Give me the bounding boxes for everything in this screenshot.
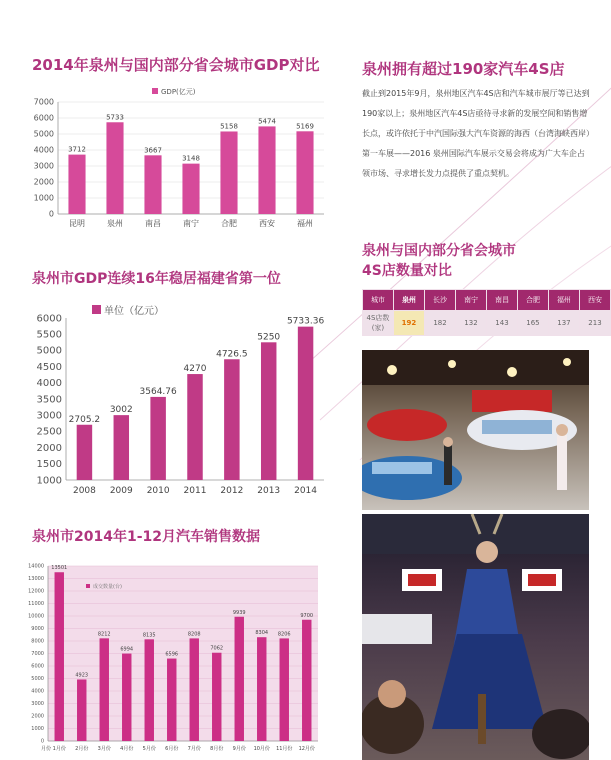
y-tick-label: 8000 [31, 638, 44, 645]
y-tick-label: 6000 [36, 313, 62, 325]
bar [258, 126, 275, 214]
y-tick-label: 6000 [31, 663, 44, 670]
x-tick-label: 4月份 [120, 746, 134, 752]
y-tick-label: 9000 [31, 626, 44, 633]
data-label: 8212 [97, 631, 111, 638]
x-tick-label: 8月份 [210, 746, 224, 752]
y-tick-label: 6000 [33, 113, 54, 123]
x-origin-label: 月份 [40, 746, 52, 752]
row-label-line1: 4S店数 [366, 314, 390, 322]
bar [296, 131, 313, 214]
legend-swatch [86, 584, 90, 588]
y-tick-label: 4000 [31, 688, 44, 695]
y-tick-label: 3000 [36, 410, 62, 422]
bar [257, 637, 266, 741]
bar [261, 342, 276, 480]
data-label: 5733.36 [286, 316, 325, 327]
x-tick-label: 5月份 [142, 746, 156, 752]
bar [77, 425, 92, 480]
x-tick-label: 11月份 [276, 746, 293, 752]
row-label-line2: (家) [371, 324, 385, 332]
x-tick-label: 1月份 [52, 746, 66, 752]
table-header-row [363, 290, 611, 311]
y-tick-label: 12000 [28, 588, 44, 595]
table-row [363, 311, 611, 336]
data-label: 8135 [142, 632, 156, 639]
x-tick-label: 2012 [220, 486, 244, 496]
4s-compare-title-line2: 4S店数量对比 [362, 263, 452, 279]
data-label: 3002 [109, 405, 133, 416]
x-tick-label: 2013 [257, 486, 281, 496]
bar [77, 679, 86, 741]
y-tick-label: 1000 [31, 726, 44, 733]
table-cell: 192 [393, 311, 424, 336]
y-tick-label: 4000 [33, 145, 54, 155]
table-header-cell: 南宁 [456, 290, 487, 311]
data-label: 6994 [120, 646, 134, 653]
y-tick-label: 7000 [31, 651, 44, 658]
data-label: 8206 [277, 631, 291, 638]
auto-show-model-photo [362, 514, 589, 760]
x-tick-label: 2009 [109, 486, 133, 496]
bar [167, 659, 176, 741]
table-cell: 213 [579, 311, 610, 336]
bar [298, 327, 313, 480]
bar [145, 639, 154, 741]
y-tick-label: 2500 [36, 426, 62, 438]
x-tick-label: 泉州 [107, 219, 123, 228]
table-row-label [363, 311, 394, 336]
y-tick-label: 4000 [36, 378, 62, 390]
y-tick-label: 4500 [36, 361, 62, 373]
y-tick-label: 5000 [31, 676, 44, 683]
4s-compare-title-line1: 泉州与国内部分省会城市 [362, 243, 516, 259]
y-tick-label: 5000 [36, 345, 62, 357]
table-cell: 143 [486, 311, 517, 336]
x-tick-label: 南宁 [183, 219, 199, 228]
bar [190, 638, 199, 741]
data-label: 8304 [255, 630, 269, 637]
data-label: 3712 [68, 145, 86, 154]
x-tick-label: 10月份 [253, 746, 270, 752]
4s-compare-table [362, 289, 611, 336]
table-header-cell: 西安 [579, 290, 610, 311]
y-tick-label: 2000 [36, 442, 62, 454]
table-cell: 165 [517, 311, 548, 336]
table-cell: 137 [548, 311, 579, 336]
data-label: 3667 [144, 146, 162, 155]
bar [182, 164, 199, 214]
legend-swatch [92, 305, 101, 314]
data-label: 5250 [257, 332, 281, 343]
gdp-compare-title: 2014年泉州与国内部分省会城市GDP对比 [32, 56, 320, 74]
x-tick-label: 2014 [294, 486, 318, 496]
data-label: 8208 [187, 631, 201, 638]
x-tick-label: 12月份 [298, 746, 315, 752]
bar [55, 572, 64, 741]
legend-label: 成交数量(台) [93, 584, 122, 590]
y-tick-label: 0 [48, 209, 54, 219]
data-label: 9939 [232, 609, 246, 616]
x-tick-label: 2月份 [75, 746, 89, 752]
y-tick-label: 10000 [28, 613, 44, 620]
data-label: 9700 [300, 612, 314, 619]
x-tick-label: 福州 [297, 219, 313, 228]
y-tick-label: 1000 [36, 475, 62, 487]
bar [302, 620, 311, 741]
x-tick-label: 3月份 [97, 746, 111, 752]
data-label: 5158 [220, 122, 238, 131]
y-tick-label: 5000 [33, 129, 54, 139]
data-label: 13501 [51, 565, 68, 572]
legend-swatch [152, 88, 158, 94]
data-label: 4270 [183, 364, 207, 375]
y-tick-label: 3000 [31, 701, 44, 708]
bar [122, 654, 131, 741]
table-header-cell: 福州 [548, 290, 579, 311]
y-tick-label: 11000 [28, 601, 44, 608]
4s-shop-title: 泉州拥有超过190家汽车4S店 [362, 60, 565, 78]
legend-label: GDP(亿元) [161, 88, 196, 96]
bar [235, 617, 244, 741]
y-tick-label: 2000 [33, 177, 54, 187]
bar [68, 155, 85, 214]
data-label: 3148 [182, 154, 200, 163]
data-label: 4923 [75, 672, 89, 679]
bar [224, 359, 239, 480]
table-cell: 132 [456, 311, 487, 336]
data-label: 6596 [165, 651, 179, 658]
gdp-compare-chart [30, 82, 330, 232]
bar [220, 131, 237, 214]
bar [212, 653, 221, 741]
y-tick-label: 3000 [33, 161, 54, 171]
legend-label: 单位（亿元） [104, 306, 164, 317]
y-tick-label: 14000 [28, 563, 44, 570]
bar [114, 415, 129, 480]
table-header-cell: 泉州 [393, 290, 424, 311]
bar [100, 638, 109, 741]
car-show-floor-photo [362, 350, 589, 510]
bar [280, 638, 289, 741]
bar [144, 155, 161, 214]
table-header-cell: 城市 [363, 290, 394, 311]
bar [150, 397, 165, 480]
data-label: 5169 [296, 122, 314, 131]
y-tick-label: 3500 [36, 394, 62, 406]
car-sales-title: 泉州市2014年1-12月汽车销售数据 [32, 529, 260, 545]
x-tick-label: 南昌 [145, 219, 161, 228]
x-tick-label: 合肥 [221, 219, 237, 228]
gdp-history-title: 泉州市GDP连续16年稳居福建省第一位 [32, 271, 281, 287]
x-tick-label: 6月份 [165, 746, 179, 752]
x-tick-label: 昆明 [69, 219, 85, 228]
data-label: 5733 [106, 113, 124, 122]
data-label: 5474 [258, 117, 276, 126]
table-cell: 182 [425, 311, 456, 336]
4s-shop-paragraph: 截止到2015年9月，泉州地区汽车4S店和汽车城市展厅等已达到190家以上；泉州地区汽车4S店亟待寻求新的发展空间和销售增长点，或许依托于中汽国际强大汽车资源的海西（台湾海峡西岸）第一车展——2016 泉州国际汽车展示交易会将成为广大车企占领市场、寻求增长发力点提供了重点契机。 [362, 89, 590, 178]
data-label: 2705.2 [68, 414, 101, 425]
x-tick-label: 2008 [72, 486, 96, 496]
car-sales-chart [26, 560, 326, 755]
bar [187, 374, 202, 480]
y-tick-label: 1000 [33, 193, 54, 203]
x-tick-label: 2011 [183, 486, 207, 496]
data-label: 4726.5 [216, 349, 248, 360]
table-header-cell: 合肥 [517, 290, 548, 311]
y-tick-label: 13000 [28, 576, 44, 583]
y-tick-label: 5500 [36, 329, 62, 341]
y-tick-label: 7000 [33, 97, 54, 107]
x-tick-label: 2010 [146, 486, 170, 496]
x-tick-label: 西安 [259, 219, 275, 228]
data-label: 7062 [210, 645, 224, 652]
y-tick-label: 0 [40, 738, 44, 745]
bar [106, 122, 123, 214]
x-tick-label: 7月份 [187, 746, 201, 752]
y-tick-label: 1500 [36, 459, 62, 471]
table-header-cell: 长沙 [425, 290, 456, 311]
data-label: 3564.76 [139, 386, 177, 397]
table-header-cell: 南昌 [486, 290, 517, 311]
y-tick-label: 2000 [31, 713, 44, 720]
x-tick-label: 9月份 [232, 746, 246, 752]
gdp-history-chart [30, 300, 330, 500]
